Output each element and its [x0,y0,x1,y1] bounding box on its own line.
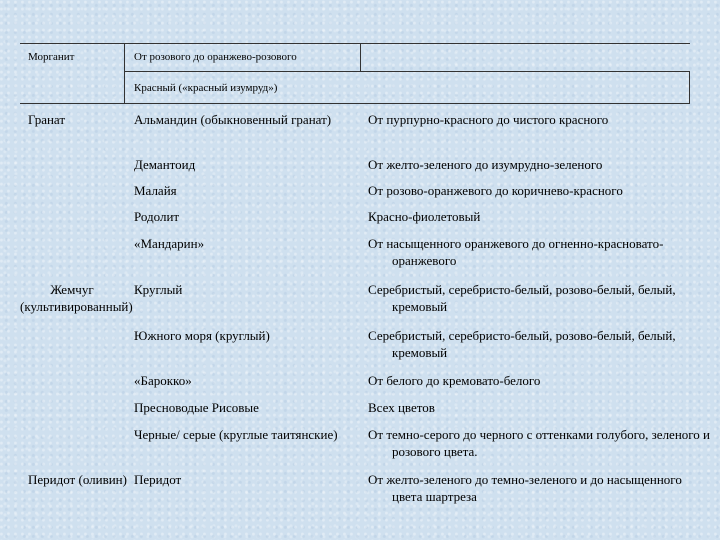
tahitian-pearl-color: От темно-серого до черного с оттенками голубого, зеленого и розового цвета. [368,427,710,459]
table-border-top [20,43,690,44]
malaya-color: От розово-оранжевого до коричнево-красного [368,183,623,198]
rhodolite-variety: Родолит [134,209,180,224]
table-border-right [689,71,690,103]
peridot-name: Перидот (оливин) [28,472,127,487]
almandine-variety: Альмандин (обыкновенный гранат) [134,112,332,127]
round-pearl-color: Серебристый, серебристо-белый, розово-белый, белый, кремовый [368,282,676,314]
pearl-name: Жемчуг (культивированный) [20,282,133,314]
demantoid-color: От желто-зеленого до изумрудно-зеленого [368,157,603,172]
round-pearl-variety: Круглый [134,282,183,297]
mandarin-color: От насыщенного оранжевого до огненно-красноватo-оранжевого [368,236,664,268]
col-divider-2 [360,43,361,71]
almandine-color: От пурпурно-красного до чистого красного [368,112,609,127]
baroque-pearl-color: От белого до кремовато-белого [368,373,541,388]
malaya-variety: Малайя [134,183,177,198]
freshwater-pearl-color: Всех цветов [368,400,435,415]
peridot-color: От желто-зеленого до темно-зеленого и до насыщенного цвета шартреза [368,472,682,504]
rhodolite-color: Красно-фиолетовый [368,209,481,224]
header-bottom-border [20,103,690,104]
garnet-name: Гранат [28,112,66,127]
morganite-variety: От розового до оранжево-розового [134,51,297,63]
freshwater-pearl-variety: Пресноводые Рисовые [134,400,259,415]
row-divider [124,71,689,72]
demantoid-variety: Демантоид [134,157,196,172]
red-beryl-variety: Красный («красный изумруд») [134,82,278,94]
col-divider-1 [124,43,125,103]
south-sea-pearl-color: Серебристый, серебристо-белый, розово-белый, белый, кремовый [368,328,676,360]
tahitian-pearl-variety: Черные/ серые (круглые таитянские) [134,427,338,442]
morganite-name: Морганит [28,51,75,63]
peridot-variety: Перидот [134,472,182,487]
south-sea-pearl-variety: Южного моря (круглый) [134,328,270,343]
mandarin-variety: «Мандарин» [134,236,205,251]
baroque-pearl-variety: «Барокко» [134,373,192,388]
